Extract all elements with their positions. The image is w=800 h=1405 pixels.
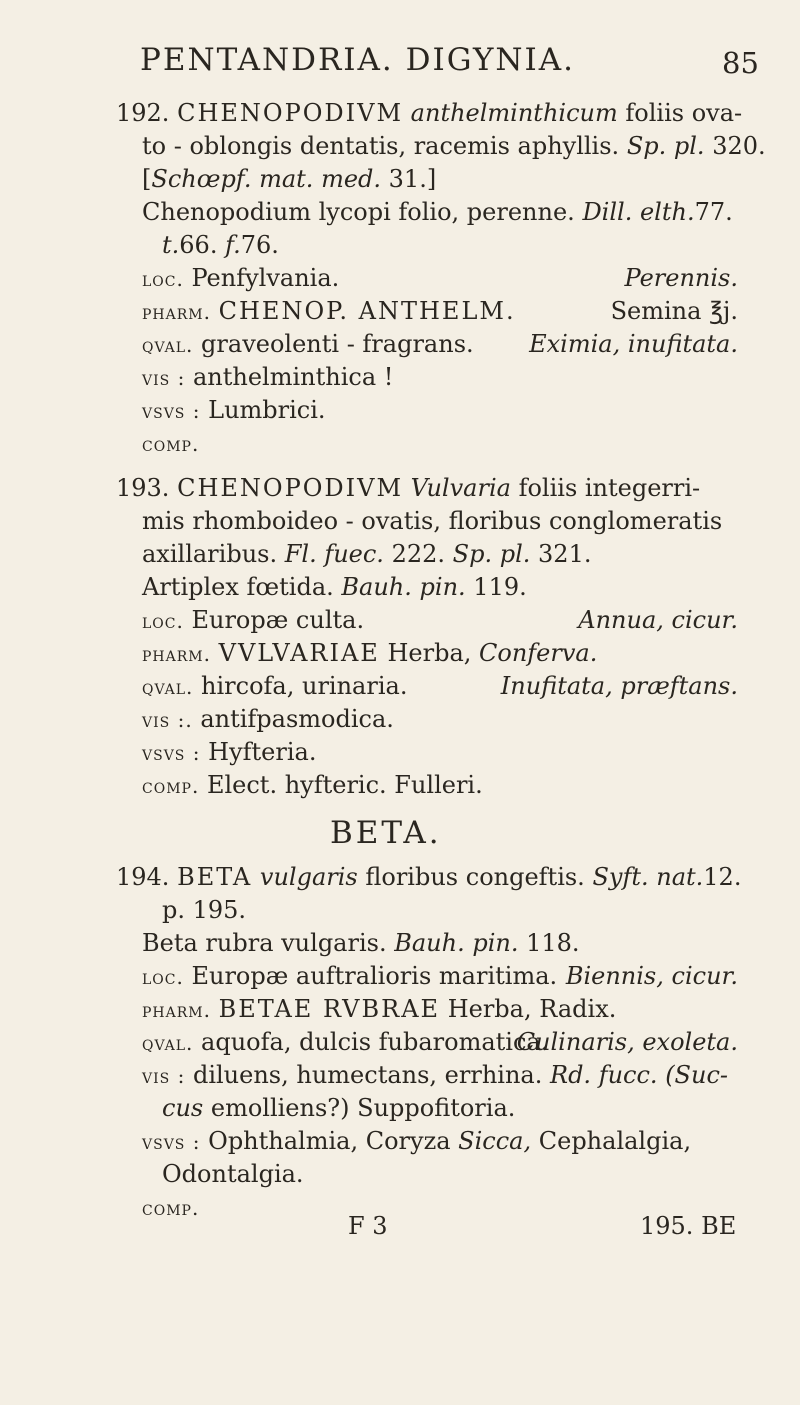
entry-193-line-1: 193. CHENOPODIVM Vulvaria foliis integerri- [116, 474, 701, 502]
entry-192-line-2: to - oblongis dentatis, racemis aphyllis. Sp. pl. 320. [142, 132, 766, 160]
entry-192-loc: loc. Penfylvania. Perennis. [142, 264, 738, 292]
entry-194-comp: comp. [142, 1196, 200, 1220]
entry-192-comp: comp. [142, 432, 200, 456]
entry-192-line-3: [Schœpf. mat. med. 31.] [142, 165, 437, 193]
running-head [0, 42, 800, 82]
genus-name: CHENOPODIVM [177, 474, 404, 502]
entry-193-loc: loc. Europæ culta. Annua, cicur. [142, 606, 738, 634]
genus-name: CHENOPODIVM [177, 99, 404, 127]
catchword: 195. BE [640, 1212, 737, 1240]
entry-192-vis: vis : anthelminthica ! [142, 363, 394, 391]
entry-192-line-5: t.66. f.76. [162, 231, 279, 259]
entry-194-line-2: p. 195. [162, 896, 247, 924]
entry-193-vis: vis :. antifpasmodica. [142, 705, 394, 733]
entry-194-vis-1: vis : diluens, humectans, errhina. Rd. fucc. (Suc- [142, 1061, 728, 1089]
entry-194-qual: qval. aquofa, dulcis fubaromatica. Culinaris, exoleta. [142, 1028, 738, 1056]
entry-193-line-4: Artiplex fœtida. Bauh. pin. 119. [142, 573, 527, 601]
entry-193-qual: qval. hircofa, urinaria. Inufitata, præftans. [142, 672, 738, 700]
entry-194-vis-2: cus emolliens?) Suppofitoria. [162, 1094, 516, 1122]
section-heading: BETA. [330, 815, 442, 851]
entry-192-qual: qval. graveolenti - fragrans. Eximia, inufitata. [142, 330, 738, 358]
entry-194-line-1: 194. BETA vulgaris floribus congeftis. Syft. nat.12. [116, 863, 742, 891]
entry-193-comp: comp. Elect. hyfteric. Fulleri. [142, 771, 483, 799]
entry-194-usus-2: Odontalgia. [162, 1160, 304, 1188]
entry-193-pharm: pharm. VVLVARIAE Herba, Conferva. [142, 639, 598, 667]
entry-194-usus-1: vsvs : Ophthalmia, Coryza Sicca, Cephalalgia, [142, 1127, 692, 1155]
entry-192-line-1: 192. CHENOPODIVM anthelminthicum foliis ova- [116, 99, 743, 127]
species-epithet: Vulvaria [410, 474, 511, 502]
entry-193-line-3: axillaribus. Fl. fuec. 222. Sp. pl. 321. [142, 540, 592, 568]
entry-194-line-3: Beta rubra vulgaris. Bauh. pin. 118. [142, 929, 580, 957]
entry-192-usus: vsvs : Lumbrici. [142, 396, 326, 424]
entry-194-pharm: pharm. BETAE RVBRAE Herba, Radix. [142, 995, 617, 1023]
entry-194-loc: loc. Europæ auftralioris maritima. Biennis, cicur. [142, 962, 738, 990]
running-title: PENTANDRIA. DIGYNIA. [140, 42, 576, 78]
entry-193-line-2: mis rhomboideo - ovatis, floribus conglomeratis [142, 507, 723, 535]
entry-192-line-4: Chenopodium lycopi folio, perenne. Dill. elth.77. [142, 198, 733, 226]
page-number: 85 [722, 46, 759, 80]
signature-mark: F 3 [348, 1212, 388, 1240]
species-epithet: vulgaris [259, 863, 358, 891]
genus-name: BETA [177, 863, 253, 891]
species-epithet: anthelminthicum [410, 99, 618, 127]
entry-193-usus: vsvs : Hyfteria. [142, 738, 317, 766]
entry-192-pharm: pharm. CHENOP. ANTHELM. Semina ℥j. [142, 297, 738, 325]
